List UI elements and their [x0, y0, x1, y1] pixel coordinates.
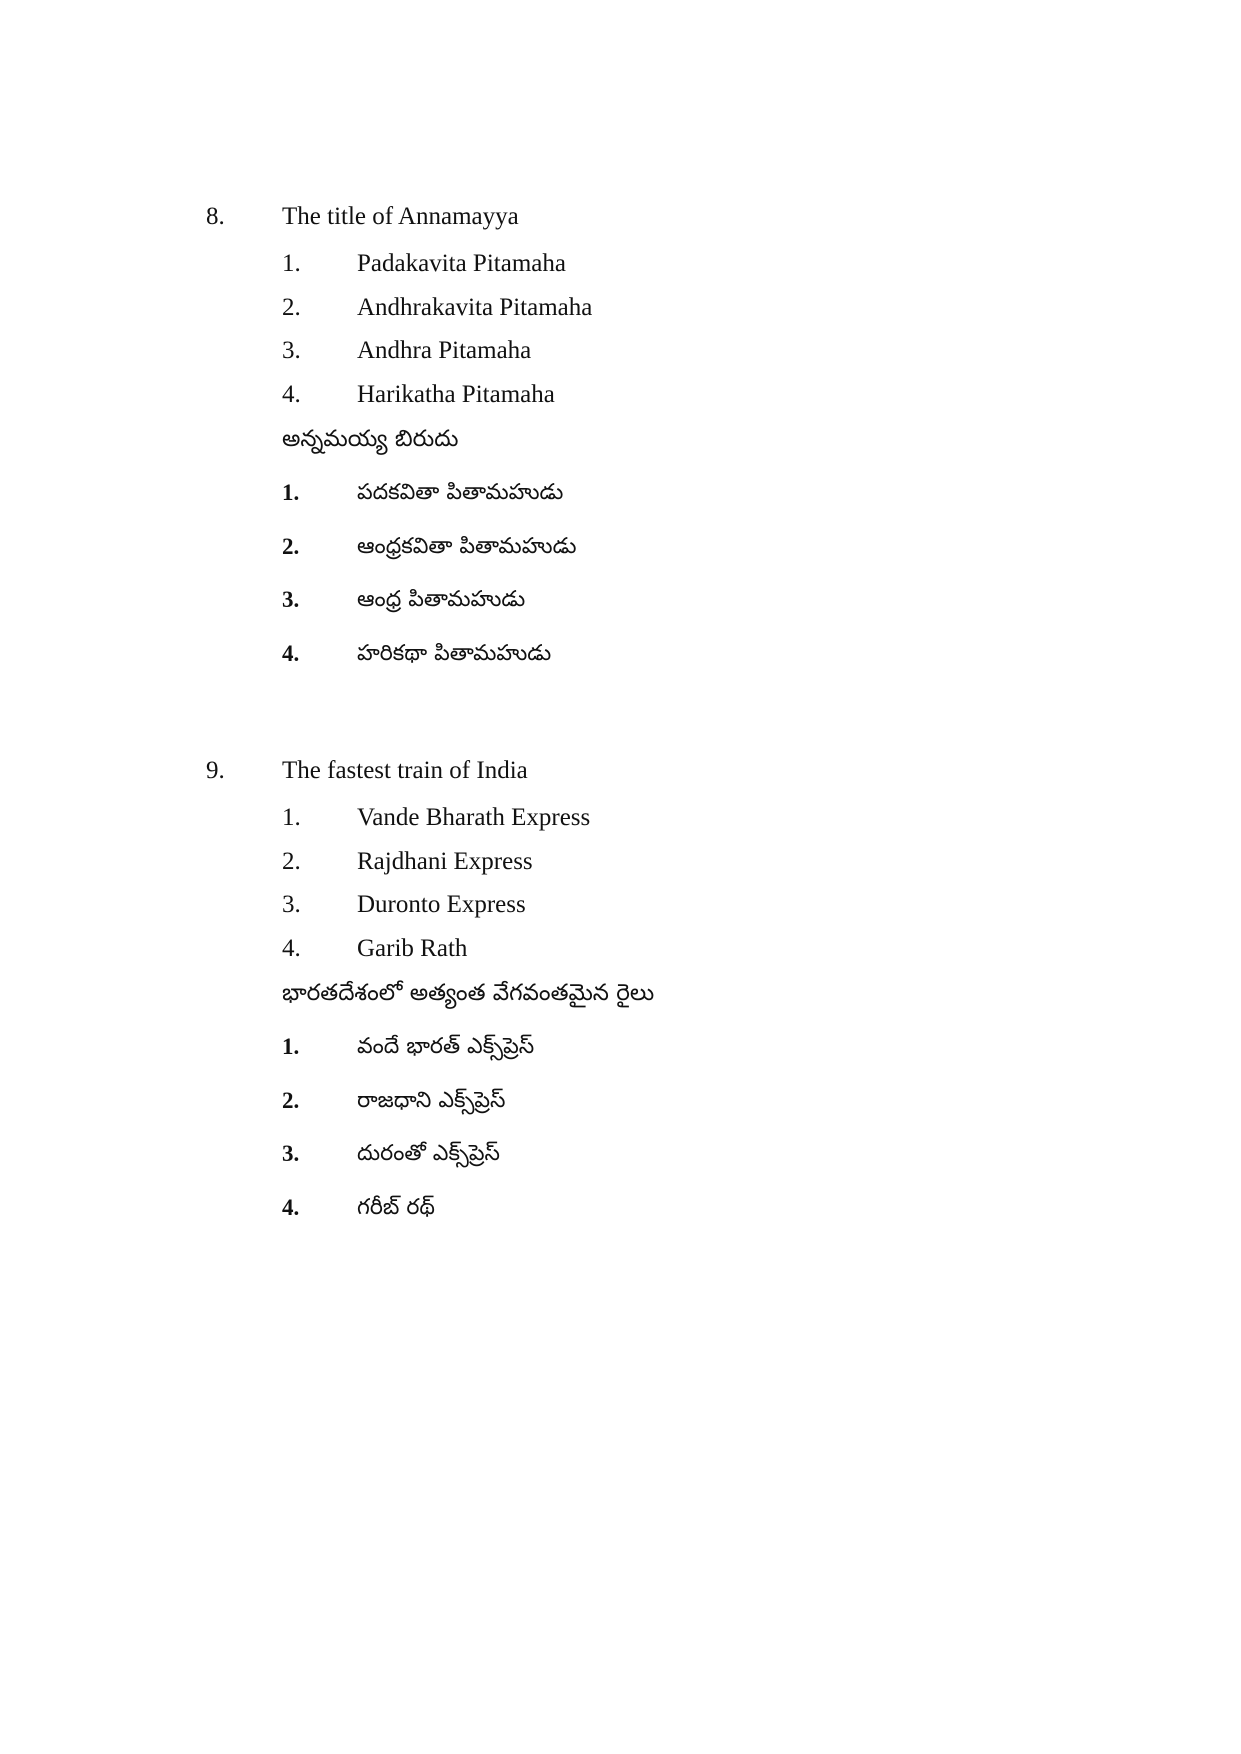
option-number: 4.: [282, 1194, 300, 1220]
telugu-option-item: [206, 1020, 1106, 1074]
option-number: 1.: [282, 1034, 300, 1060]
telugu-question-text: భారతదేశంలో అత్యంత వేగవంతమైన రైలు: [282, 980, 655, 1007]
telugu-option-text: ఆంధ్ర పితామహుడు: [357, 587, 526, 613]
telugu-option-text: హరికథా పితామహుడు: [357, 640, 552, 666]
telugu-option-text: దురంతో ఎక్స్‌ప్రెస్: [357, 1141, 500, 1167]
question-text: The title of Annamayya: [282, 203, 519, 230]
question-number: 9.: [206, 757, 225, 784]
option-text: Andhrakavita Pitamaha: [357, 293, 593, 321]
option-number: 2.: [282, 533, 300, 559]
question-text: The fastest train of India: [282, 757, 528, 784]
option-item: [206, 796, 1106, 840]
option-number: 4.: [282, 934, 301, 962]
telugu-question-text: అన్నమయ్య బిరుదు: [282, 426, 459, 453]
telugu-option-item: [206, 466, 1106, 520]
telugu-options: [206, 466, 1106, 680]
option-item: [206, 927, 1106, 971]
english-options: [206, 796, 1106, 970]
telugu-option-item: [206, 520, 1106, 574]
option-number: 2.: [282, 293, 301, 321]
option-item: [206, 242, 1106, 286]
option-number: 1.: [282, 250, 301, 277]
option-text: Andhra Pitamaha: [357, 337, 532, 365]
telugu-option-text: పదకవితా పితామహుడు: [357, 480, 564, 506]
question-9: [206, 752, 1106, 1234]
option-text: Duronto Express: [357, 891, 526, 919]
telugu-option-text: రాజధాని ఎక్స్‌ప్రెస్: [357, 1087, 506, 1113]
option-number: 3.: [282, 337, 301, 365]
telugu-option-item: [206, 1181, 1106, 1235]
option-item: [206, 883, 1106, 927]
option-number: 2.: [282, 1087, 300, 1113]
telugu-option-text: వందే భారత్ ఎక్స్‌ప్రెస్: [357, 1034, 535, 1060]
option-number: 1.: [282, 804, 301, 831]
option-item: [206, 840, 1106, 884]
telugu-option-item: [206, 1127, 1106, 1181]
telugu-option-text: గరీబ్ రథ్: [357, 1194, 435, 1220]
option-number: 3.: [282, 587, 300, 613]
telugu-option-item: [206, 627, 1106, 681]
option-text: Rajdhani Express: [357, 847, 533, 875]
option-number: 4.: [282, 380, 301, 408]
option-number: 4.: [282, 640, 300, 666]
telugu-option-text: ఆంధ్రకవితా పితామహుడు: [357, 533, 577, 559]
option-number: 3.: [282, 1141, 300, 1167]
question-number: 8.: [206, 203, 225, 230]
option-number: 2.: [282, 847, 301, 875]
question-8: [206, 198, 1106, 680]
telugu-option-item: [206, 573, 1106, 627]
telugu-options: [206, 1020, 1106, 1234]
option-number: 1.: [282, 480, 300, 506]
option-item: [206, 286, 1106, 330]
option-item: [206, 329, 1106, 373]
option-number: 3.: [282, 891, 301, 919]
option-text: Garib Rath: [357, 934, 468, 962]
telugu-option-item: [206, 1074, 1106, 1128]
english-options: [206, 242, 1106, 416]
option-text: Padakavita Pitamaha: [357, 250, 566, 277]
question-line: [206, 198, 1106, 236]
option-text: Vande Bharath Express: [357, 804, 591, 831]
option-text: Harikatha Pitamaha: [357, 380, 555, 408]
question-line: [206, 752, 1106, 790]
option-item: [206, 373, 1106, 417]
